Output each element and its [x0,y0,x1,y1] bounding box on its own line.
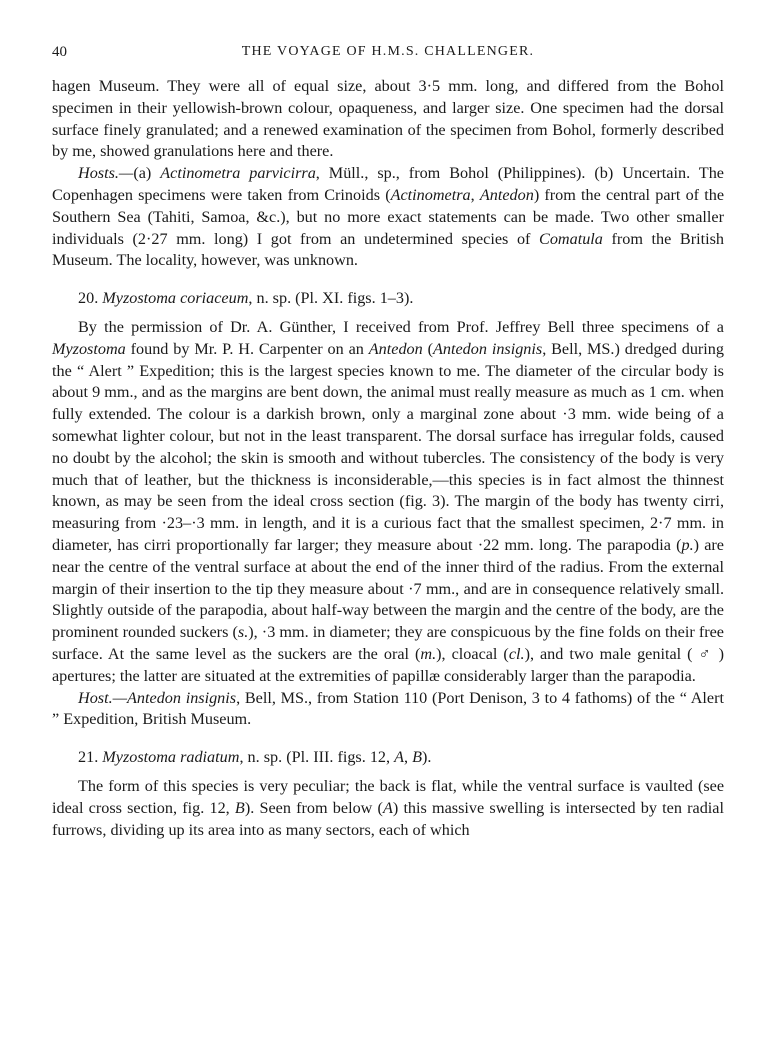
section-21-fig-a: A [394,748,405,767]
p20-italic-4: p. [681,535,694,554]
hosts-b-text-3: from the British Museum. The locality, however, was unknown. [52,229,724,270]
host-20-rest: , Bell, MS., from Station 110 (Port Denison, 3 to 4 fathoms) of the “ Alert ” Expedition, British Museum. [52,688,724,729]
p20-text-8: ), and two male genital ( ♂ ) apertures; the latter are situated at the extremities of papillæ considerably larger than the parapodia. [52,644,725,685]
hosts-label: Hosts.— [78,164,134,183]
p20-text-4: , Bell, MS.) dredged during the “ Alert ” Expedition; this is the largest species known to me. The diameter of the circular body is about 9 mm., and as the margins are bent down, the animal must really measure as much as 1 cm. when fully extended. The colour is a darkish brown, only a marginal zone about ·3 mm. wide being of a somewhat lighter colour, but not in the least transparent. The dorsal surface has irregular folds, caused no doubt by the alcohol; the skin is smooth and without tubercles. The consistency of the body is very much that of leather, but the thickness is inconsiderable,—this species is in fact almost the thinnest known, as may be seen from the ideal cross section (fig. 3). The margin of the body has twenty cirri, measuring from ·23–·3 mm. in length, and it is a curious fact that the smallest specimen, 2·7 mm. in diameter, has cirri proportionally far larger; they measure about ·22 mm. long. The parapodia ( [52,339,724,554]
p20-italic-2: Antedon [368,339,423,358]
page-header [52,40,724,64]
section-21-text-2: , [404,748,413,767]
p21-text-3: ) this massive swelling is intersected by ten radial furrows, dividing up its area into as many sectors, each of which [52,798,724,839]
document-page [52,40,724,841]
paragraph-myzostoma-radiatum [52,776,724,841]
section-20-species: Myzostoma coriaceum [102,289,249,308]
p20-italic-5: s. [237,623,249,642]
section-20-rest: , n. sp. (Pl. XI. figs. 1–3). [248,289,414,308]
p21-text-2: ). Seen from below ( [244,798,383,817]
hosts-b-sep: , [470,185,480,204]
p20-text-5: ) are near the centre of the ventral surface at about the end of the inner third of the radius. From the external margin of their insertion to the tip they measure about ·7 mm., and are in consequence relatively small. Slightly outside of the parapodia, about half-way between the margin and the centre of the body, are the prominent rounded suckers ( [52,535,724,642]
section-20-number: 20. [78,289,103,308]
running-title: THE VOYAGE OF H.M.S. CHALLENGER. [241,44,535,59]
hosts-a-rest: , Müll., sp., from Bohol (Philippines). [315,164,595,183]
section-21-species: Myzostoma radiatum [102,748,240,767]
hosts-a-marker: (a) [133,164,161,183]
hosts-a-species: Actinometra parvicirra [160,164,316,183]
p20-text-6: ), ·3 mm. in diameter; they are conspicuous by the fine folds on their free surface. At the same level as the suckers are the oral ( [52,623,724,663]
paragraph-specimen-description: hagen Museum. They were all of equal size, about 3·5 mm. long, and differed from the Bohol specimen in their yellowish-brown colour, opaqueness, and larger size. One specimen had the dorsal surface finely granulated; and a renewed examination of the specimen from Bohol, formerly described by me, showed granulations here and there. [52,77,724,161]
host-20-species: Antedon insignis [127,688,237,707]
section-21-text-1: , n. sp. (Pl. III. figs. 12, [239,748,395,767]
p20-italic-6: m. [420,644,437,663]
p20-italic-7: cl. [508,644,525,663]
p20-italic-1: Myzostoma [52,339,126,358]
section-21-text-3: ). [422,748,432,767]
paragraph-host-20 [52,688,724,732]
page-number: 40 [52,44,67,60]
p21-text-1: The form of this species is very peculiar; the back is flat, while the ventral surface is vaulted (see ideal cross section, fig. 12, [52,776,724,817]
hosts-b-genus-2: Antedon [479,185,534,204]
section-heading-21 [52,747,724,769]
p20-text-1: By the permission of Dr. A. Günther, I received from Prof. Jeffrey Bell three specimens of a [78,317,724,336]
p21-italic-2: A [382,798,393,817]
hosts-b-genus-3: Comatula [539,229,603,248]
section-heading-20 [52,288,724,310]
p20-italic-3: Antedon insignis [433,339,543,358]
section-21-fig-b: B [412,748,422,767]
paragraph-myzostoma-coriaceum [52,317,724,688]
hosts-b-marker: (b) [594,164,623,183]
p20-text-7: ), cloacal ( [436,644,509,663]
paragraph-hosts [52,163,724,272]
section-21-number: 21. [78,748,103,767]
hosts-b-text-1: Uncertain. The Copenhagen specimens were taken from Crinoids ( [52,164,724,204]
hosts-b-genus-1: Actinometra [390,185,471,204]
p20-text-2: found by Mr. P. H. Carpenter on an [125,339,369,358]
p21-italic-1: B [234,798,245,817]
hosts-b-text-2: ) from the central part of the Southern Sea (Tahiti, Samoa, &c.), but no more exact statements can be made. Two other smaller individuals (2·27 mm. long) I got from an undetermined species of [52,185,725,248]
p20-text-3: ( [422,339,433,358]
host-20-label: Host.— [78,688,128,707]
